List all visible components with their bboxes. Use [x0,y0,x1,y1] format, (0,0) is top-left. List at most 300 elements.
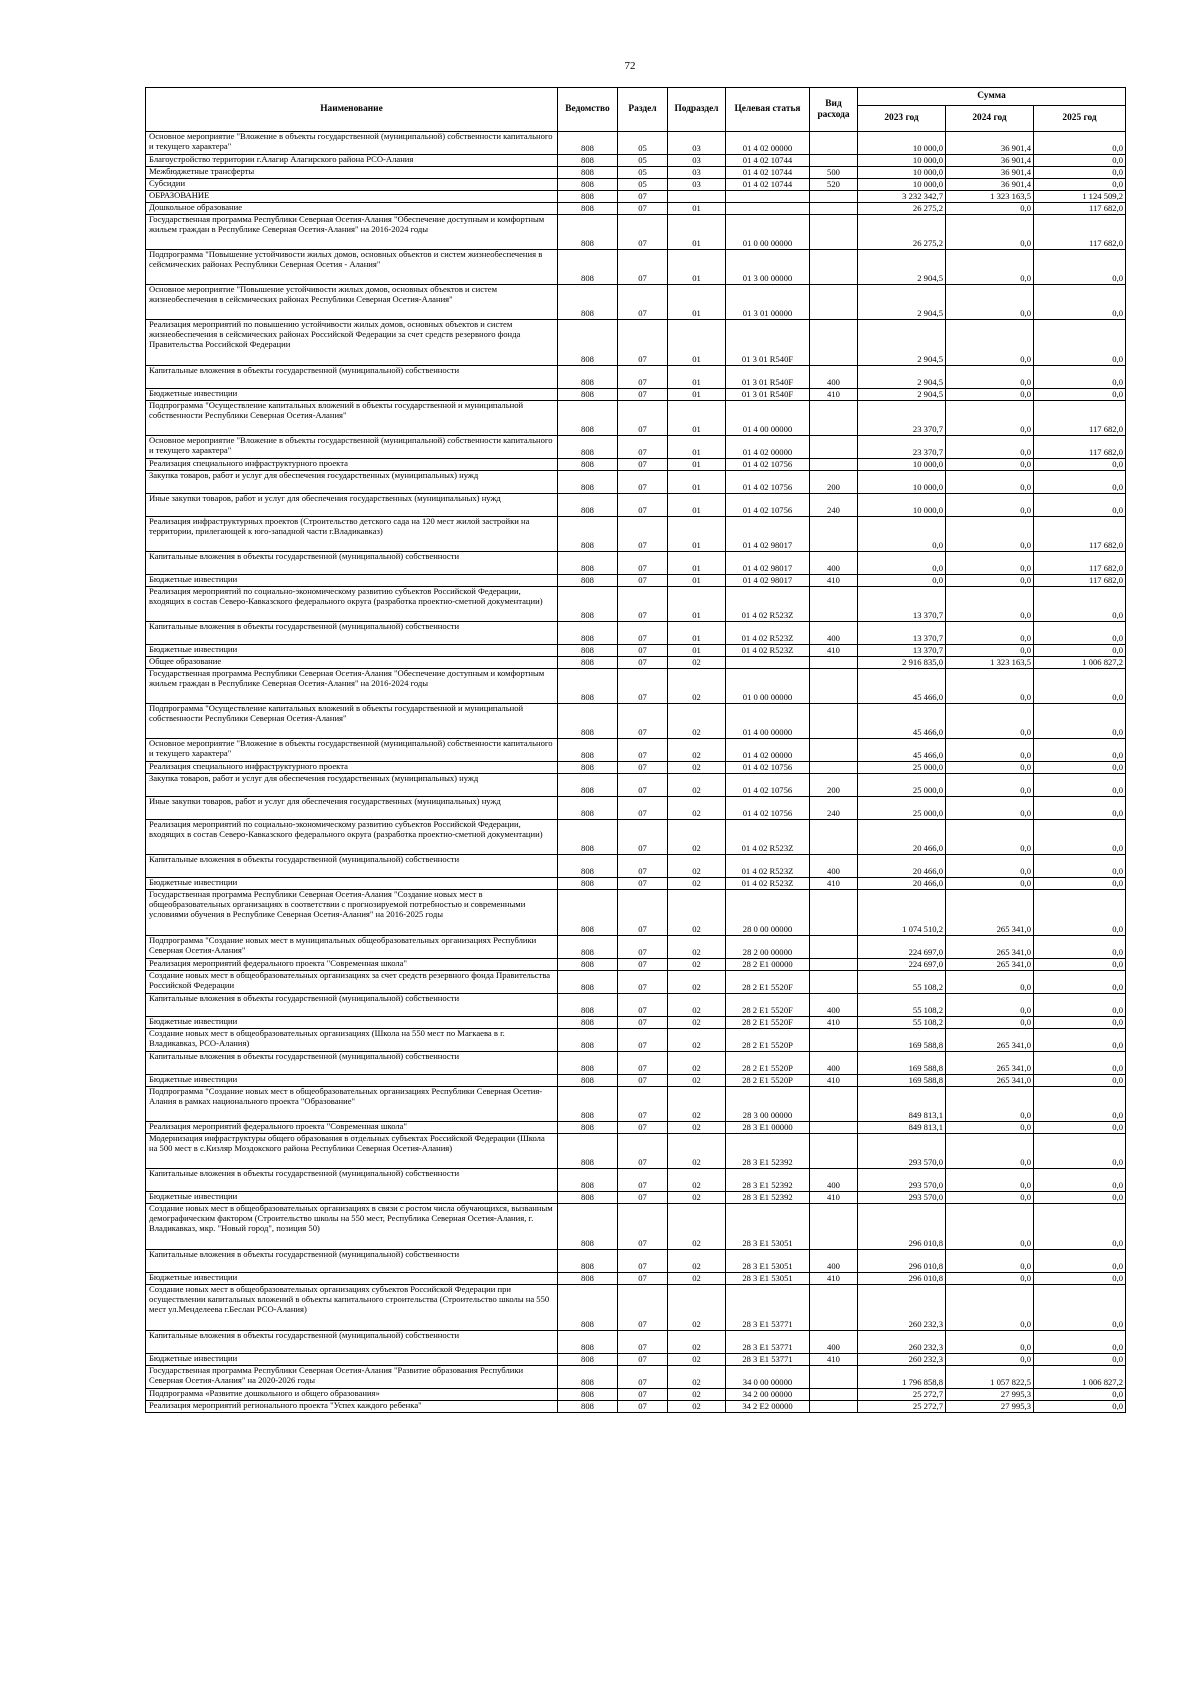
row-sum-2025: 0,0 [1034,959,1126,971]
row-podrazdel: 02 [668,890,726,936]
row-vid: 410 [810,1192,858,1204]
table-row [146,1134,1126,1169]
row-vid [810,320,858,366]
row-vedomstvo: 808 [558,389,618,401]
table-row [146,575,1126,587]
table-row [146,1169,1126,1192]
row-sum-2025: 0,0 [1034,1285,1126,1331]
row-celevaya: 28 2 E1 5520F [726,1017,810,1029]
header-vid: Вид расхода [810,88,858,132]
row-celevaya: 01 4 02 10744 [726,155,810,167]
table-row [146,959,1126,971]
row-vedomstvo: 808 [558,878,618,890]
row-celevaya: 28 2 E1 00000 [726,959,810,971]
row-podrazdel: 02 [668,1331,726,1354]
row-sum-2023: 13 370,7 [858,587,946,622]
row-celevaya: 01 4 02 98017 [726,575,810,587]
row-razdel: 07 [618,401,668,436]
row-name: Бюджетные инвестиции [146,1354,558,1366]
row-vid: 410 [810,878,858,890]
row-sum-2024: 0,0 [946,820,1034,855]
row-sum-2025: 0,0 [1034,250,1126,285]
row-razdel: 07 [618,959,668,971]
row-sum-2025: 0,0 [1034,669,1126,704]
row-celevaya: 28 3 00 00000 [726,1087,810,1122]
row-sum-2023: 45 466,0 [858,739,946,762]
row-sum-2025: 0,0 [1034,622,1126,645]
row-sum-2025: 0,0 [1034,389,1126,401]
table-row [146,762,1126,774]
row-podrazdel: 01 [668,587,726,622]
row-sum-2024: 0,0 [946,797,1034,820]
row-vid [810,739,858,762]
row-celevaya: 28 2 E1 5520P [726,1052,810,1075]
row-vid [810,890,858,936]
row-vedomstvo: 808 [558,575,618,587]
row-sum-2023: 260 232,3 [858,1354,946,1366]
row-sum-2025: 117 682,0 [1034,401,1126,436]
row-podrazdel: 02 [668,994,726,1017]
row-name: Капитальные вложения в объекты государственной (муниципальной) собственности [146,1052,558,1075]
row-name: Бюджетные инвестиции [146,1017,558,1029]
row-name: Создание новых мест в общеобразовательных организациях в связи с ростом числа обучающихся, вызванным демографическим фактором (Строительство школы на 550 мест, Республика Северная Осетия-Алания, г. Владикавказ, мкр. "Новый город", позиция 50) [146,1204,558,1250]
row-sum-2023: 10 000,0 [858,179,946,191]
row-podrazdel: 02 [668,1122,726,1134]
row-sum-2024: 265 341,0 [946,936,1034,959]
row-podrazdel: 02 [668,1250,726,1273]
row-celevaya: 01 4 02 00000 [726,436,810,459]
row-sum-2025: 0,0 [1034,739,1126,762]
row-celevaya: 01 4 02 R523Z [726,820,810,855]
row-razdel: 07 [618,1331,668,1354]
row-podrazdel: 01 [668,552,726,575]
row-sum-2025: 1 006 827,2 [1034,1366,1126,1389]
row-vid [810,1029,858,1052]
row-sum-2025: 0,0 [1034,587,1126,622]
row-sum-2024: 0,0 [946,1204,1034,1250]
row-sum-2024: 0,0 [946,459,1034,471]
row-sum-2023: 10 000,0 [858,471,946,494]
row-celevaya: 01 3 01 R540F [726,389,810,401]
row-sum-2024: 0,0 [946,669,1034,704]
row-sum-2025: 0,0 [1034,1017,1126,1029]
row-celevaya: 28 3 E1 53051 [726,1273,810,1285]
row-podrazdel: 02 [668,762,726,774]
row-celevaya [726,203,810,215]
row-sum-2025: 0,0 [1034,762,1126,774]
row-name: Реализация специального инфраструктурного проекта [146,459,558,471]
row-vid [810,132,858,155]
row-sum-2023: 849 813,1 [858,1122,946,1134]
table-row [146,890,1126,936]
row-podrazdel: 01 [668,320,726,366]
row-sum-2023: 26 275,2 [858,203,946,215]
row-sum-2024: 0,0 [946,1087,1034,1122]
row-sum-2025: 117 682,0 [1034,517,1126,552]
row-razdel: 07 [618,878,668,890]
row-vedomstvo: 808 [558,645,618,657]
row-celevaya: 01 4 02 10756 [726,774,810,797]
table-row [146,459,1126,471]
row-sum-2024: 0,0 [946,250,1034,285]
row-name: Иные закупки товаров, работ и услуг для обеспечения государственных (муниципальных) нужд [146,797,558,820]
row-name: Реализация мероприятий федерального проекта "Современная школа" [146,1122,558,1134]
row-podrazdel: 01 [668,366,726,389]
row-sum-2025: 0,0 [1034,320,1126,366]
row-sum-2024: 0,0 [946,1331,1034,1354]
row-celevaya: 01 4 02 10756 [726,762,810,774]
row-name: Общее образование [146,657,558,669]
row-vid: 400 [810,1052,858,1075]
row-razdel: 07 [618,762,668,774]
table-row [146,320,1126,366]
row-celevaya: 34 0 00 00000 [726,1366,810,1389]
row-sum-2025: 0,0 [1034,366,1126,389]
row-name: Капитальные вложения в объекты государственной (муниципальной) собственности [146,1331,558,1354]
row-razdel: 07 [618,1134,668,1169]
row-razdel: 07 [618,587,668,622]
row-vid: 410 [810,575,858,587]
row-sum-2025: 0,0 [1034,1192,1126,1204]
table-row [146,215,1126,250]
row-razdel: 07 [618,1087,668,1122]
row-name: Реализация мероприятий федерального проекта "Современная школа" [146,959,558,971]
header-2025: 2025 год [1034,106,1126,132]
row-sum-2024: 0,0 [946,762,1034,774]
row-celevaya: 28 3 E1 53051 [726,1250,810,1273]
row-sum-2024: 0,0 [946,587,1034,622]
row-vedomstvo: 808 [558,855,618,878]
row-name: Капитальные вложения в объекты государственной (муниципальной) собственности [146,1250,558,1273]
row-name: Капитальные вложения в объекты государственной (муниципальной) собственности [146,855,558,878]
row-vedomstvo: 808 [558,1331,618,1354]
row-sum-2024: 0,0 [946,517,1034,552]
row-vid: 400 [810,622,858,645]
row-vid: 520 [810,179,858,191]
row-vedomstvo: 808 [558,959,618,971]
row-podrazdel: 03 [668,167,726,179]
row-vedomstvo: 808 [558,1192,618,1204]
row-name: Создание новых мест в общеобразовательных организациях субъектов Российской Федерации при осуществлении капитальных вложений в объекты капитального строительства (Строительство школы на 550 мест ул.Менделеева г.Беслан РСО-Алания) [146,1285,558,1331]
row-vid [810,704,858,739]
row-sum-2024: 1 323 163,5 [946,657,1034,669]
table-row [146,657,1126,669]
row-vedomstvo: 808 [558,1285,618,1331]
row-podrazdel: 02 [668,797,726,820]
row-vedomstvo: 808 [558,203,618,215]
row-sum-2025: 0,0 [1034,645,1126,657]
row-razdel: 07 [618,1401,668,1413]
row-sum-2023: 25 000,0 [858,774,946,797]
row-podrazdel: 01 [668,622,726,645]
row-razdel: 07 [618,855,668,878]
row-celevaya [726,191,810,203]
row-razdel: 07 [618,994,668,1017]
row-sum-2023: 169 588,8 [858,1075,946,1087]
row-sum-2025: 1 124 509,2 [1034,191,1126,203]
row-sum-2024: 0,0 [946,1122,1034,1134]
row-sum-2025: 0,0 [1034,1389,1126,1401]
row-sum-2024: 0,0 [946,1273,1034,1285]
row-vedomstvo: 808 [558,622,618,645]
row-celevaya: 34 2 00 00000 [726,1389,810,1401]
row-podrazdel: 02 [668,1366,726,1389]
row-celevaya: 01 4 02 10744 [726,167,810,179]
row-name: Бюджетные инвестиции [146,389,558,401]
row-sum-2024: 1 323 163,5 [946,191,1034,203]
row-sum-2024: 0,0 [946,494,1034,517]
row-razdel: 07 [618,739,668,762]
row-sum-2024: 265 341,0 [946,1075,1034,1087]
row-vedomstvo: 808 [558,704,618,739]
row-podrazdel: 02 [668,855,726,878]
row-name: Бюджетные инвестиции [146,645,558,657]
page-number: 72 [624,60,636,72]
row-vid [810,1389,858,1401]
table-row [146,552,1126,575]
row-podrazdel: 02 [668,1169,726,1192]
row-vid: 240 [810,494,858,517]
row-sum-2023: 1 074 510,2 [858,890,946,936]
row-name: Государственная программа Республики Северная Осетия-Алания "Создание новых мест в общеобразовательных организациях в соответствии с прогнозируемой потребностью и современными условиями обучения в Республике Северная Осетия-Алания" на 2016-2025 годы [146,890,558,936]
row-sum-2024: 0,0 [946,1134,1034,1169]
row-vid [810,215,858,250]
row-razdel: 07 [618,552,668,575]
row-sum-2024: 1 057 822,5 [946,1366,1034,1389]
row-vid [810,459,858,471]
row-sum-2024: 0,0 [946,878,1034,890]
row-podrazdel: 02 [668,739,726,762]
row-razdel: 07 [618,669,668,704]
row-vid: 400 [810,855,858,878]
row-podrazdel: 02 [668,878,726,890]
row-celevaya: 28 2 E1 5520P [726,1075,810,1087]
row-sum-2023: 10 000,0 [858,494,946,517]
row-celevaya: 01 4 02 R523Z [726,587,810,622]
row-sum-2023: 13 370,7 [858,645,946,657]
row-vedomstvo: 808 [558,762,618,774]
row-sum-2025: 0,0 [1034,179,1126,191]
row-vid: 410 [810,1017,858,1029]
row-sum-2023: 20 466,0 [858,878,946,890]
row-sum-2024: 0,0 [946,285,1034,320]
row-sum-2024: 0,0 [946,575,1034,587]
row-podrazdel: 03 [668,132,726,155]
row-podrazdel: 02 [668,1134,726,1169]
row-celevaya: 28 3 E1 53771 [726,1354,810,1366]
row-podrazdel: 01 [668,645,726,657]
row-vid: 400 [810,552,858,575]
row-sum-2025: 0,0 [1034,820,1126,855]
table-row [146,494,1126,517]
row-razdel: 07 [618,1192,668,1204]
row-sum-2023: 55 108,2 [858,1017,946,1029]
row-sum-2024: 0,0 [946,1017,1034,1029]
row-vid [810,1204,858,1250]
row-sum-2023: 25 000,0 [858,762,946,774]
row-podrazdel: 02 [668,704,726,739]
row-name: Закупка товаров, работ и услуг для обеспечения государственных (муниципальных) нужд [146,471,558,494]
row-vid [810,762,858,774]
header-celevaya: Целевая статья [726,88,810,132]
row-vid [810,517,858,552]
row-sum-2025: 0,0 [1034,1401,1126,1413]
table-row [146,250,1126,285]
row-sum-2025: 0,0 [1034,132,1126,155]
row-name: Субсидии [146,179,558,191]
row-sum-2025: 0,0 [1034,155,1126,167]
table-body [146,132,1126,1413]
header-podrazdel: Подраздел [668,88,726,132]
row-podrazdel: 02 [668,820,726,855]
row-celevaya: 01 0 00 00000 [726,215,810,250]
row-sum-2023: 25 000,0 [858,797,946,820]
row-vedomstvo: 808 [558,132,618,155]
row-celevaya: 28 3 E1 53771 [726,1331,810,1354]
row-sum-2025: 0,0 [1034,285,1126,320]
row-sum-2025: 0,0 [1034,797,1126,820]
row-sum-2023: 296 010,8 [858,1204,946,1250]
table-row [146,1331,1126,1354]
row-vid [810,401,858,436]
row-razdel: 07 [618,575,668,587]
row-sum-2025: 0,0 [1034,1029,1126,1052]
row-sum-2025: 0,0 [1034,1169,1126,1192]
row-vedomstvo: 808 [558,1029,618,1052]
row-vedomstvo: 808 [558,1169,618,1192]
row-razdel: 07 [618,890,668,936]
row-sum-2023: 293 570,0 [858,1134,946,1169]
row-sum-2023: 224 697,0 [858,959,946,971]
row-vid [810,1122,858,1134]
row-podrazdel: 02 [668,774,726,797]
row-sum-2023: 26 275,2 [858,215,946,250]
row-sum-2024: 0,0 [946,366,1034,389]
row-razdel: 07 [618,203,668,215]
row-vid [810,155,858,167]
row-vedomstvo: 808 [558,517,618,552]
row-vedomstvo: 808 [558,167,618,179]
row-sum-2023: 293 570,0 [858,1192,946,1204]
table-row [146,1192,1126,1204]
row-name: Основное мероприятие "Повышение устойчивости жилых домов, основных объектов и систем жизнеобеспечения в сейсмических районах Республики Северная Осетия-Алания" [146,285,558,320]
row-name: Государственная программа Республики Северная Осетия-Алания "Обеспечение доступным и комфортным жильем граждан в Республике Северная Осетия-Алания" на 2016-2024 годы [146,669,558,704]
row-sum-2025: 0,0 [1034,1354,1126,1366]
row-vedomstvo: 808 [558,1273,618,1285]
row-sum-2025: 1 006 827,2 [1034,657,1126,669]
row-razdel: 07 [618,494,668,517]
table-row [146,389,1126,401]
table-row [146,366,1126,389]
row-razdel: 07 [618,820,668,855]
row-podrazdel: 01 [668,285,726,320]
row-sum-2024: 36 901,4 [946,155,1034,167]
row-vedomstvo: 808 [558,1052,618,1075]
row-name: Создание новых мест в общеобразовательных организациях (Школа на 550 мест по Магкаева в г. Владикавказ, РСО-Алания) [146,1029,558,1052]
row-sum-2023: 169 588,8 [858,1029,946,1052]
row-razdel: 07 [618,1273,668,1285]
row-podrazdel: 01 [668,459,726,471]
row-vid: 400 [810,1250,858,1273]
row-sum-2024: 0,0 [946,774,1034,797]
table-row [146,704,1126,739]
row-vid [810,971,858,994]
row-sum-2025: 0,0 [1034,494,1126,517]
row-sum-2023: 10 000,0 [858,155,946,167]
header-summa: Сумма [858,88,1126,106]
row-vid [810,959,858,971]
row-sum-2025: 0,0 [1034,994,1126,1017]
row-sum-2025: 0,0 [1034,878,1126,890]
row-name: Государственная программа Республики Северная Осетия-Алания "Развитие образования Республики Северная Осетия-Алания" на 2020-2026 годы [146,1366,558,1389]
row-razdel: 07 [618,1029,668,1052]
row-sum-2025: 0,0 [1034,1134,1126,1169]
row-sum-2024: 0,0 [946,215,1034,250]
row-sum-2025: 0,0 [1034,1087,1126,1122]
row-celevaya: 28 3 E1 52392 [726,1192,810,1204]
row-vid [810,285,858,320]
row-sum-2024: 0,0 [946,704,1034,739]
row-name: Подпрограмма "Повышение устойчивости жилых домов, основных объектов и систем жизнеобеспечения в сейсмических районах Республики Северная Осетия - Алания" [146,250,558,285]
row-podrazdel: 02 [668,936,726,959]
row-vid [810,657,858,669]
row-razdel: 07 [618,1169,668,1192]
row-name: Межбюджетные трансферты [146,167,558,179]
row-sum-2024: 0,0 [946,320,1034,366]
row-vedomstvo: 808 [558,820,618,855]
row-sum-2024: 0,0 [946,645,1034,657]
row-vid [810,191,858,203]
row-sum-2025: 117 682,0 [1034,436,1126,459]
row-podrazdel: 02 [668,669,726,704]
row-vid: 410 [810,389,858,401]
row-vedomstvo: 808 [558,320,618,366]
row-podrazdel: 02 [668,1075,726,1087]
row-vedomstvo: 808 [558,1075,618,1087]
row-celevaya: 28 2 00 00000 [726,936,810,959]
row-vedomstvo: 808 [558,401,618,436]
row-vedomstvo: 808 [558,179,618,191]
row-vid: 200 [810,471,858,494]
row-name: Бюджетные инвестиции [146,878,558,890]
row-name: Капитальные вложения в объекты государственной (муниципальной) собственности [146,1169,558,1192]
table-row [146,645,1126,657]
row-sum-2023: 20 466,0 [858,855,946,878]
row-razdel: 07 [618,1366,668,1389]
row-vedomstvo: 808 [558,1087,618,1122]
row-sum-2024: 265 341,0 [946,1052,1034,1075]
row-name: Капитальные вложения в объекты государственной (муниципальной) собственности [146,622,558,645]
table-row [146,155,1126,167]
row-sum-2024: 0,0 [946,389,1034,401]
row-sum-2025: 0,0 [1034,1331,1126,1354]
row-razdel: 07 [618,366,668,389]
row-sum-2024: 0,0 [946,1250,1034,1273]
row-sum-2024: 0,0 [946,994,1034,1017]
row-sum-2023: 10 000,0 [858,167,946,179]
row-vedomstvo: 808 [558,366,618,389]
row-vedomstvo: 808 [558,657,618,669]
row-sum-2024: 0,0 [946,436,1034,459]
row-podrazdel: 02 [668,1029,726,1052]
row-celevaya: 01 4 00 00000 [726,704,810,739]
table-row [146,1250,1126,1273]
row-sum-2025: 0,0 [1034,936,1126,959]
row-sum-2024: 265 341,0 [946,959,1034,971]
row-name: Бюджетные инвестиции [146,1273,558,1285]
row-razdel: 07 [618,1354,668,1366]
row-vedomstvo: 808 [558,285,618,320]
